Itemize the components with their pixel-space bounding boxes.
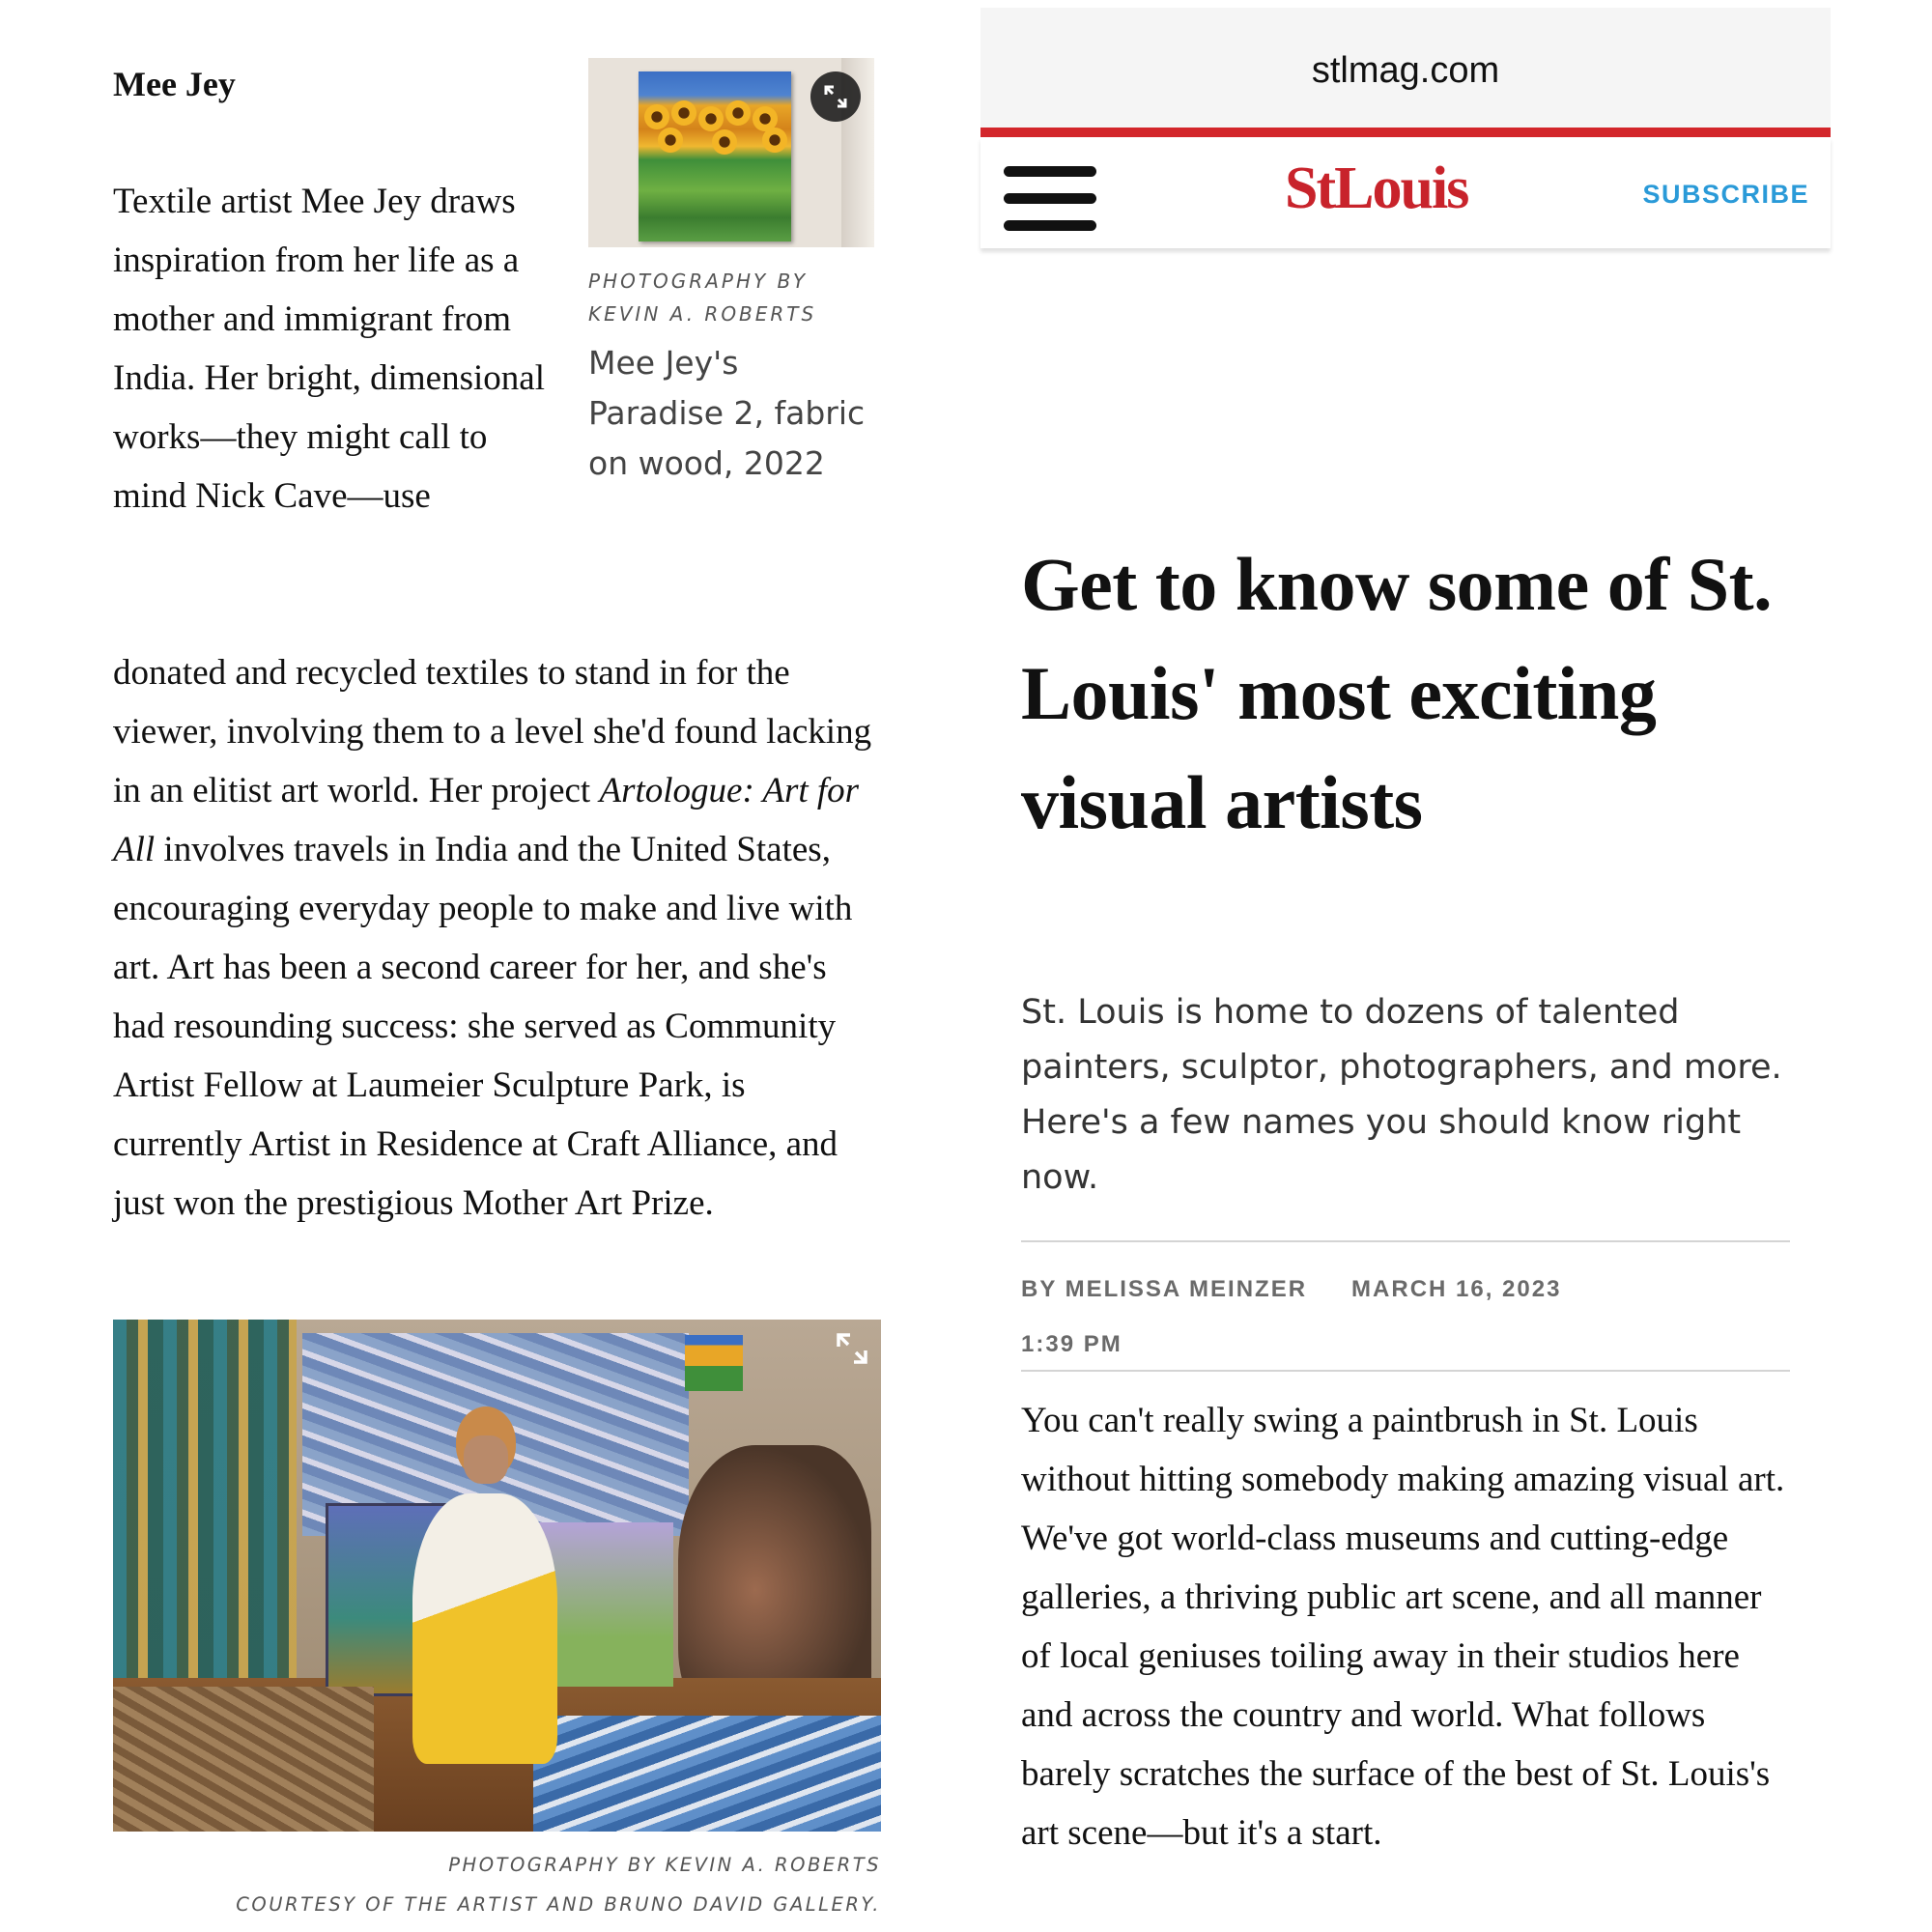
author-link[interactable]: BY MELISSA MEINZER bbox=[1021, 1276, 1308, 1302]
artist-name-heading: Mee Jey bbox=[113, 65, 236, 103]
subscribe-link[interactable]: SUBSCRIBE bbox=[1642, 180, 1809, 209]
mobile-browser-view bbox=[980, 8, 1831, 1932]
artwork-thumbnail-figure bbox=[588, 58, 874, 489]
bio-paragraph-intro: Textile artist Mee Jey draws inspiration from her life as a mother and immigrant from India. Her bright, dimensional works—they might call to mind Nick Cave—use bbox=[113, 182, 545, 516]
artwork-caption: Mee Jey's Paradise 2, fabric on wood, 2022 bbox=[588, 344, 866, 482]
project-title: Artologue: Art for All bbox=[113, 771, 860, 869]
expand-icon[interactable] bbox=[810, 71, 861, 122]
article-body-paragraph: You can't really swing a paintbrush in St. Louis without hitting somebody making amazing visual art. We've got world-class museums and cutting-edge galleries, a thriving public art scene, and all manner of local geniuses toiling away in their studios here and across the country and world. What follows barely scratches the surface of the best of St. Louis's art scene—but it's a start. bbox=[1021, 1401, 1785, 1853]
publish-date: MARCH 16, 2023 bbox=[1351, 1276, 1562, 1302]
site-logo[interactable]: StLouis bbox=[1285, 156, 1468, 221]
article-headline: Get to know some of St. Louis' most exciting visual artists bbox=[1021, 542, 1773, 844]
artist-portrait bbox=[412, 1406, 557, 1774]
artwork-thumbnail-image[interactable] bbox=[588, 58, 874, 247]
site-header bbox=[980, 137, 1831, 248]
publish-time: 1:39 PM bbox=[1021, 1331, 1122, 1357]
article-dek: St. Louis is home to dozens of talented painters, sculptor, photographers, and more. Here's a few names you should know right now. bbox=[1021, 993, 1782, 1197]
expand-icon[interactable] bbox=[835, 1331, 869, 1366]
brand-accent-bar bbox=[980, 128, 1831, 137]
hamburger-menu-icon[interactable] bbox=[1004, 166, 1096, 232]
bio-paragraph-continued: donated and recycled textiles to stand in for the viewer, involving them to a level she'd found lacking in an elitist art world. Her project Artologue: Art for All involves travels in India and the United States, encouraging everyday people to make and live with art. Art has been a second career for her, and she's had resounding success: she served as Community Artist Fellow at Laumeier Sculpture Park, is currently Artist in Residence at Craft Alliance, and just won the prestigious Mother Art Prize. bbox=[113, 653, 872, 1223]
paradise-painting bbox=[639, 71, 791, 242]
studio-photo-figure bbox=[113, 1320, 881, 1924]
address-bar[interactable]: stlmag.com bbox=[980, 8, 1831, 128]
divider bbox=[1021, 1370, 1790, 1372]
studio-photo-credit: PHOTOGRAPHY BY KEVIN A. ROBERTS COURTESY OF THE ARTIST AND BRUNO DAVID GALLERY. bbox=[236, 1854, 881, 1916]
article-byline bbox=[1021, 1262, 1790, 1372]
photo-credit: PHOTOGRAPHY BY KEVIN A. ROBERTS bbox=[588, 270, 817, 326]
divider bbox=[1021, 1240, 1790, 1242]
artist-studio-photo[interactable] bbox=[113, 1320, 881, 1832]
